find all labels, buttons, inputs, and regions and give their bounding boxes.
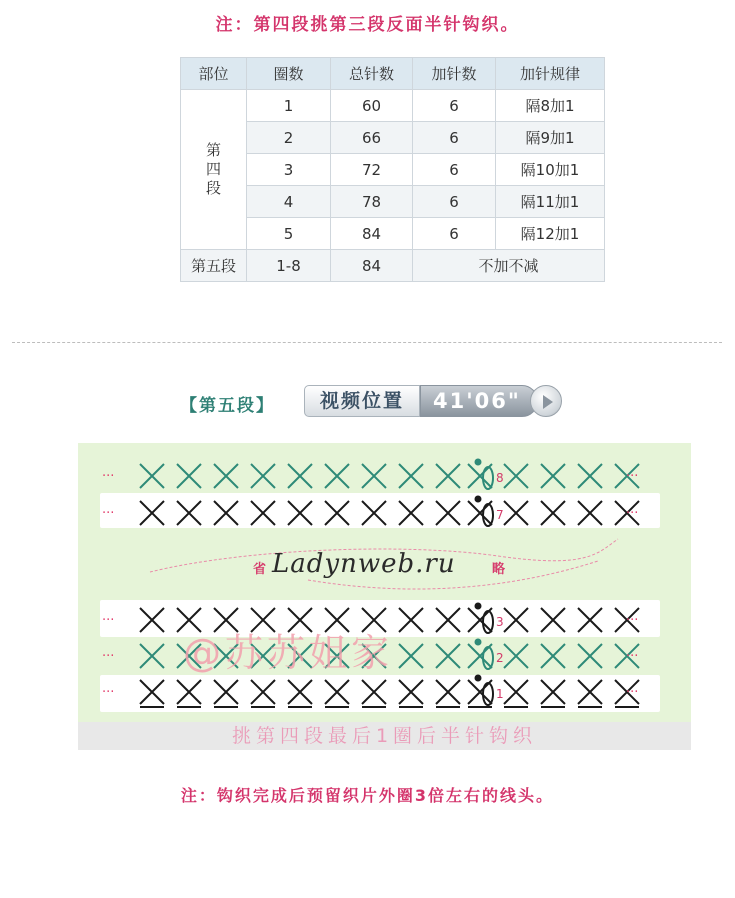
stitch-x-icon — [362, 680, 386, 707]
part-4-cell — [181, 90, 247, 250]
stitch-x-icon — [140, 501, 164, 525]
part-5-cell: 第五段 — [181, 250, 247, 282]
stitch-x-icon — [578, 464, 602, 488]
stitch-x-icon — [214, 680, 238, 707]
stitch-x-icon — [214, 501, 238, 525]
cell-rule: 隔10加1 — [496, 154, 605, 186]
stitch-x-icon — [325, 680, 349, 707]
cell-increase: 6 — [413, 90, 496, 122]
cell-increase: 6 — [413, 186, 496, 218]
chain-oval-icon — [483, 611, 493, 633]
section-label: 【第五段】 — [180, 396, 275, 416]
chain-oval-icon — [483, 504, 493, 526]
stitch-x-icon — [140, 608, 164, 632]
table-header-row — [181, 58, 605, 90]
chain-oval-icon — [483, 467, 493, 489]
stitch-x-icon — [288, 680, 312, 707]
stitch-x-icon — [325, 464, 349, 488]
stitch-x-icon — [436, 464, 460, 488]
part-4-char: 第 — [205, 141, 221, 159]
row-number: 1 — [496, 687, 504, 701]
header-part: 部位 — [181, 58, 247, 90]
stitch-x-icon — [436, 608, 460, 632]
dots-right: ··· — [626, 613, 639, 628]
video-label: 视频位置 — [304, 385, 420, 417]
stitch-x-icon — [504, 608, 528, 632]
start-dot-icon — [475, 603, 482, 610]
watermark-author: @苏苏姐家 — [183, 631, 394, 675]
cell-round: 3 — [247, 154, 331, 186]
stitch-x-icon — [399, 464, 423, 488]
dots-left: ··· — [102, 469, 115, 484]
stitch-x-icon — [504, 644, 528, 668]
row-number: 7 — [496, 508, 504, 522]
chain-oval-icon — [483, 683, 493, 705]
dots-right: ··· — [626, 506, 639, 521]
cell-total: 84 — [331, 218, 413, 250]
dots-right: ··· — [626, 685, 639, 700]
cell-total: 72 — [331, 154, 413, 186]
stitch-x-icon — [436, 680, 460, 707]
stitch-row-7 — [102, 496, 639, 527]
stitch-x-icon — [399, 680, 423, 707]
cell-total: 60 — [331, 90, 413, 122]
cell-round: 2 — [247, 122, 331, 154]
cell-total: 84 — [331, 250, 413, 282]
stitch-x-icon — [251, 464, 275, 488]
stitch-x-icon — [541, 608, 565, 632]
cell-round: 4 — [247, 186, 331, 218]
stitch-x-icon — [578, 608, 602, 632]
stitch-x-icon — [578, 644, 602, 668]
cell-round: 1 — [247, 90, 331, 122]
dots-right: ··· — [626, 469, 639, 484]
cell-rule: 隔9加1 — [496, 122, 605, 154]
stitch-x-icon — [436, 501, 460, 525]
table-row — [181, 90, 605, 122]
stitch-x-icon — [177, 464, 201, 488]
stitch-x-icon — [177, 501, 201, 525]
stitch-x-icon — [288, 501, 312, 525]
dots-left: ··· — [102, 685, 115, 700]
dots-left: ··· — [102, 649, 115, 664]
stitch-x-icon — [504, 501, 528, 525]
row-number: 2 — [496, 651, 504, 665]
diagram-caption: 挑第四段最后1圈后半针钩织 — [78, 722, 691, 750]
pattern-table — [180, 57, 605, 282]
stitch-x-icon — [399, 608, 423, 632]
stitch-x-icon — [578, 501, 602, 525]
stitch-row-1 — [102, 675, 639, 708]
note-top: 注：第四段挑第三段反面半针钩织。 — [215, 15, 520, 35]
stitch-x-icon — [251, 501, 275, 525]
cell-total: 66 — [331, 122, 413, 154]
stitch-chart — [78, 443, 691, 722]
stitch-x-icon — [140, 644, 164, 668]
stitch-x-icon — [541, 501, 565, 525]
header-increase: 加针数 — [413, 58, 496, 90]
stitch-x-icon — [504, 464, 528, 488]
video-badge — [304, 385, 568, 417]
cell-rule: 隔12加1 — [496, 218, 605, 250]
header-rule: 加针规律 — [496, 58, 605, 90]
stitch-x-icon — [251, 680, 275, 707]
start-dot-icon — [475, 459, 482, 466]
play-icon[interactable] — [530, 385, 562, 417]
stitch-row-8 — [102, 459, 639, 490]
stitch-x-icon — [140, 464, 164, 488]
cell-round: 1-8 — [247, 250, 331, 282]
video-time: 41'06" — [420, 385, 538, 417]
cell-increase: 6 — [413, 218, 496, 250]
stitch-x-icon — [325, 501, 349, 525]
stitch-x-icon — [140, 680, 164, 707]
header-round: 圈数 — [247, 58, 331, 90]
cell-increase: 6 — [413, 154, 496, 186]
row-number: 8 — [496, 471, 504, 485]
cell-rule: 隔8加1 — [496, 90, 605, 122]
stitch-x-icon — [177, 680, 201, 707]
cell-total: 78 — [331, 186, 413, 218]
stitch-x-icon — [399, 644, 423, 668]
stitch-x-icon — [436, 644, 460, 668]
cell-round: 5 — [247, 218, 331, 250]
watermark-site: Ladynweb.ru — [272, 549, 456, 579]
cell-rule: 隔11加1 — [496, 186, 605, 218]
stitch-x-icon — [399, 501, 423, 525]
cell-increase: 6 — [413, 122, 496, 154]
section-divider — [12, 342, 722, 343]
stitch-x-icon — [541, 464, 565, 488]
start-dot-icon — [475, 675, 482, 682]
stitch-x-icon — [214, 464, 238, 488]
cell-rule: 不加不减 — [413, 250, 605, 282]
row-number: 3 — [496, 615, 504, 629]
stitch-x-icon — [541, 644, 565, 668]
start-dot-icon — [475, 496, 482, 503]
stitch-x-icon — [362, 464, 386, 488]
dots-left: ··· — [102, 613, 115, 628]
stitch-x-icon — [541, 680, 565, 707]
table-row-part-5 — [181, 250, 605, 282]
note-bottom: 注：钩织完成后预留织片外圈3倍左右的线头。 — [180, 786, 555, 805]
chain-oval-icon — [483, 647, 493, 669]
stitch-x-icon — [578, 680, 602, 707]
stitch-x-icon — [362, 501, 386, 525]
start-dot-icon — [475, 639, 482, 646]
dots-right: ··· — [626, 649, 639, 664]
part-4-char: 四 — [205, 160, 221, 178]
dots-left: ··· — [102, 506, 115, 521]
part-4-char: 段 — [205, 179, 221, 197]
stitch-x-icon — [504, 680, 528, 707]
stitch-x-icon — [288, 464, 312, 488]
omit-right: 略 — [492, 562, 506, 577]
omit-left: 省 — [253, 562, 267, 577]
header-total: 总针数 — [331, 58, 413, 90]
